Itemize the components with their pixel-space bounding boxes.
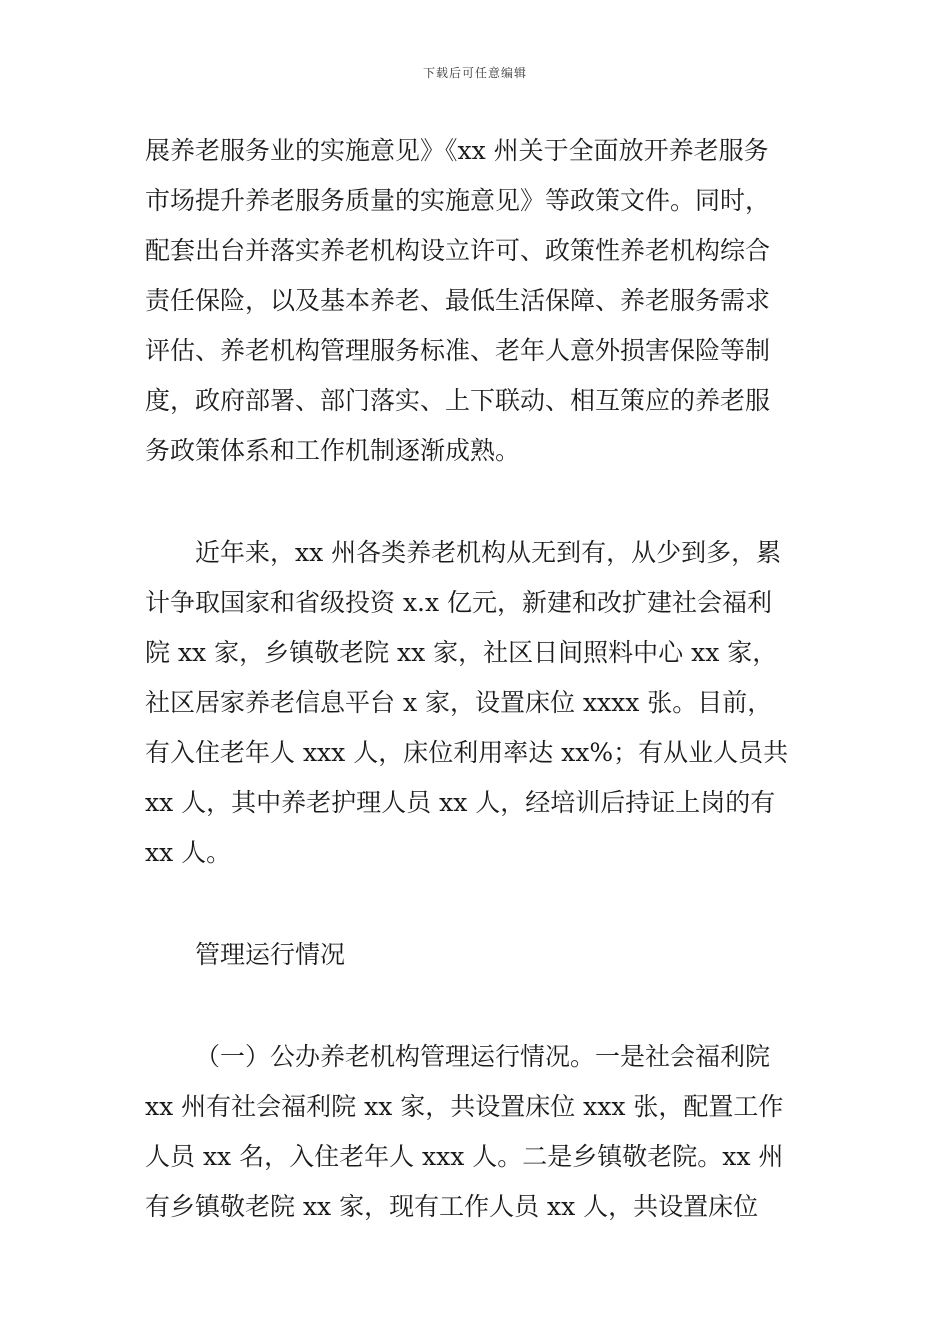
paragraph-line: 展养老服务业的实施意见》《xx 州关于全面放开养老服务 bbox=[145, 136, 769, 165]
paragraph-line: xx 州有社会福利院 xx 家，共设置床位 xxx 张，配置工作 bbox=[145, 1092, 784, 1121]
paragraph-line: 评估、养老机构管理服务标准、老年人意外损害保险等制 bbox=[145, 336, 771, 365]
paragraph-statistics bbox=[145, 528, 825, 878]
paragraph-line: 社区居家养老信息平台 x 家，设置床位 xxxx 张。目前， bbox=[145, 688, 773, 717]
paragraph-line: xx 人。 bbox=[145, 838, 232, 867]
paragraph-line: 配套出台并落实养老机构设立许可、政策性养老机构综合 bbox=[145, 236, 771, 265]
paragraph-line: xx 人，其中养老护理人员 xx 人，经培训后持证上岗的有 bbox=[145, 788, 776, 817]
paragraph-line: 有乡镇敬老院 xx 家，现有工作人员 xx 人，共设置床位 bbox=[145, 1192, 759, 1221]
paragraph-line: 市场提升养老服务质量的实施意见》等政策文件。同时， bbox=[145, 186, 771, 215]
paragraph-line: 责任保险，以及基本养老、最低生活保障、养老服务需求 bbox=[145, 286, 771, 315]
paragraph-policy bbox=[145, 126, 825, 476]
paragraph-spacer bbox=[145, 878, 825, 930]
paragraph-line: 度，政府部署、部门落实、上下联动、相互策应的养老服 bbox=[145, 386, 771, 415]
paragraph-line: （一）公办养老机构管理运行情况。一是社会福利院 bbox=[195, 1042, 771, 1071]
paragraph-line: 近年来，xx 州各类养老机构从无到有，从少到多，累 bbox=[195, 538, 782, 567]
section-heading bbox=[145, 930, 825, 980]
paragraph-spacer bbox=[145, 476, 825, 528]
paragraph-public-institutions bbox=[145, 1032, 825, 1232]
paragraph-line: 院 xx 家，乡镇敬老院 xx 家，社区日间照料中心 xx 家， bbox=[145, 638, 778, 667]
document-body bbox=[145, 126, 825, 1232]
paragraph-line: 人员 xx 名，入住老年人 xxx 人。二是乡镇敬老院。xx 州 bbox=[145, 1142, 784, 1171]
paragraph-line: 有入住老年人 xxx 人，床位利用率达 xx%；有从业人员共 bbox=[145, 738, 789, 767]
paragraph-spacer bbox=[145, 980, 825, 1032]
section-heading-text: 管理运行情况 bbox=[195, 940, 346, 969]
page-header: 下载后可任意编辑 bbox=[422, 66, 527, 80]
paragraph-line: 计争取国家和省级投资 x.x 亿元，新建和改扩建社会福利 bbox=[145, 588, 773, 617]
paragraph-line: 务政策体系和工作机制逐渐成熟。 bbox=[145, 436, 521, 465]
